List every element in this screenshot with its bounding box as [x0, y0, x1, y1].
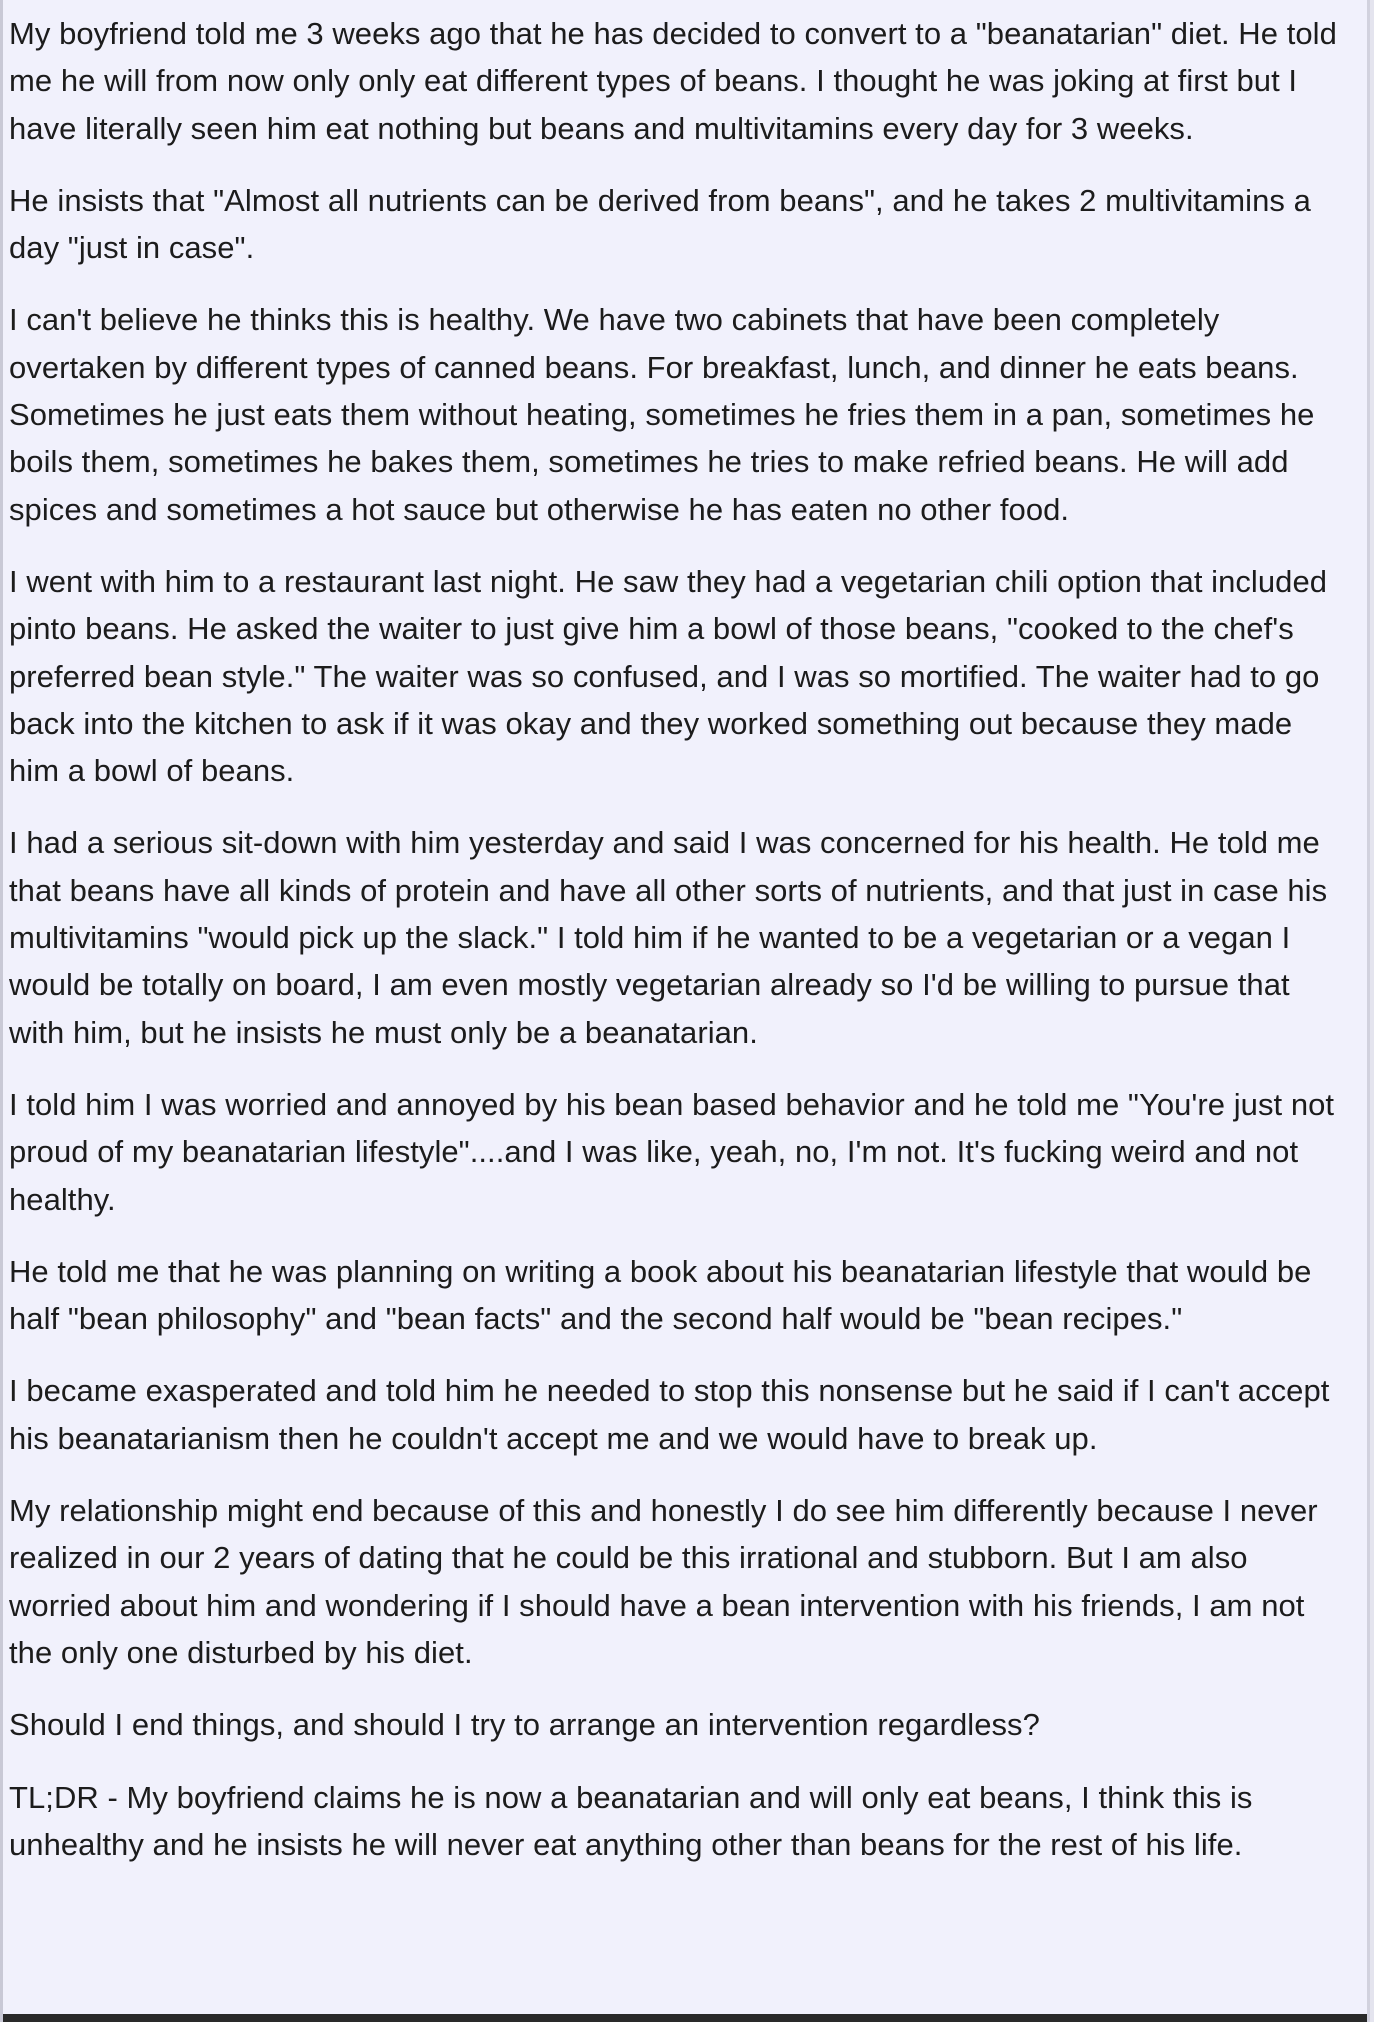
post-paragraph-2: He insists that "Almost all nutrients can be derived from beans", and he takes 2 multivitamins a day "just in case". [9, 182, 1311, 266]
post-body [9, 10, 1349, 1868]
bottom-edge-bar [3, 2014, 1367, 2022]
post-paragraph-3: I can't believe he thinks this is healthy. We have two cabinets that have been completely overtaken by different types of canned beans. For breakfast, lunch, and dinner he eats beans. Sometimes he just eats them without heating, sometimes he fries them in a pan, sometimes he boils them, sometimes he bakes them, sometimes he tries to make refried beans. He will add spices and sometimes a hot sauce but otherwise he has eaten no other food. [9, 302, 1315, 527]
post-paragraph-9: My relationship might end because of this and honestly I do see him differently because I never realized in our 2 years of dating that he could be this irrational and stubborn. But I am also worried about him and wondering if I should have a bean intervention with his friends, I am not the only one disturbed by his diet. [9, 1493, 1318, 1670]
post-paragraph-4: I went with him to a restaurant last night. He saw they had a vegetarian chili option that included pinto beans. He asked the waiter to just give him a bowl of those beans, "cooked to the chef's preferred bean style." The waiter was so confused, and I was so mortified. The waiter had to go back into the kitchen to ask if it was okay and they worked something out because they made him a bowl of beans. [9, 563, 1328, 789]
post-paragraph-tldr: TL;DR - My boyfriend claims he is now a beanatarian and will only eat beans, I think this is unhealthy and he insists he will never eat anything other than beans for the rest of his life. [9, 1779, 1253, 1862]
post-paragraph-6: I told him I was worried and annoyed by his bean based behavior and he told me "You're just not proud of my beanatarian lifestyle"....and I was like, yeah, no, I'm not. It's fucking weird and not healthy. [9, 1086, 1335, 1217]
post-paragraph-7: He told me that he was planning on writing a book about his beanatarian lifestyle that would be half "bean philosophy" and "bean facts" and the second half would be "bean recipes." [9, 1253, 1312, 1337]
post-paragraph-5: I had a serious sit-down with him yesterday and said I was concerned for his health. He told me that beans have all kinds of protein and have all other sorts of nutrients, and that just in case his multivitamins "would pick up the slack." I told him if he wanted to be a vegetarian or a vegan I would be totally on board, I am even mostly vegetarian already so I'd be willing to pursue that with him, but he insists he must only be a beanatarian. [9, 825, 1328, 1050]
post-paragraph-10: Should I end things, and should I try to arrange an intervention regardless? [9, 1707, 1040, 1743]
post-paragraph-8: I became exasperated and told him he needed to stop this nonsense but he said if I can't accept his beanatarianism then he couldn't accept me and we would have to break up. [9, 1373, 1330, 1456]
post-paragraph-1: My boyfriend told me 3 weeks ago that he has decided to convert to a "beanatarian" diet. He told me he will from now only only eat different types of beans. I thought he was joking at first but I have literally seen him eat nothing but beans and multivitamins every day for 3 weeks. [9, 16, 1337, 146]
